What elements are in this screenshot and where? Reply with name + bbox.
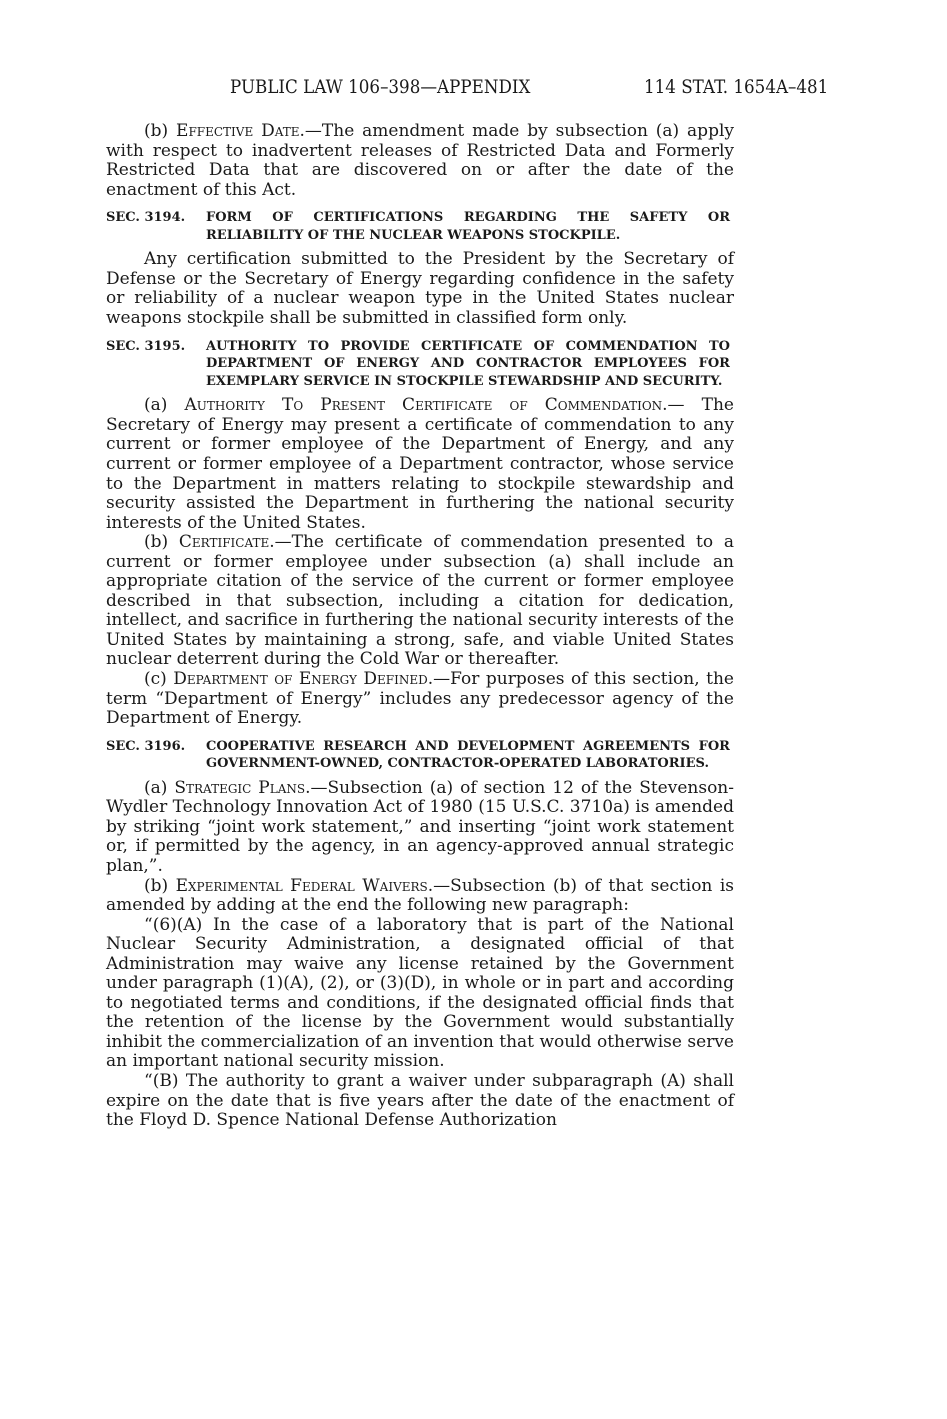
- paragraph-text: .—Subsection (b) of that section is amended by adding at the end the following new paragraph:: [106, 875, 734, 916]
- header-title: PUBLIC LAW 106–398—APPENDIX: [230, 76, 531, 98]
- paragraph-3194-body: Any certification submitted to the President by the Secretary of Defense or the Secretary of Energy regarding confidence in the safety or reliability of a nuclear weapon type in the United States nuclear weapons stockpile shall be submitted in classified form only.: [106, 249, 734, 329]
- paragraph-heading: Experimental Federal Waivers: [175, 875, 428, 896]
- document-page: [106, 72, 829, 1131]
- paragraph-text: .—Subsection (a) of section 12 of the Stevenson-Wydler Technology Innovation Act of 1980 (15 U.S.C. 3710a) is amended by striking “joint work statement,” and inserting “joint work statement or, if permitted by the agency, in an agency-approved annual strategic plan,”.: [106, 777, 734, 877]
- paragraph-heading: Effective Date: [176, 121, 300, 141]
- paragraph-label: (c): [144, 669, 174, 689]
- paragraph-quoted-6b: “(B) The authority to grant a waiver under subparagraph (A) shall expire on the date that is five years after the date of the enactment of the Floyd D. Spence National Defense Authorization: [106, 1071, 734, 1131]
- paragraph-heading: Department of Energy Defined: [173, 669, 428, 689]
- paragraph-quoted-6a: “(6)(A) In the case of a laboratory that is part of the National Nuclear Security Administration, a designated official of that Administration may waive any license retained by the Government under paragraph (1)(A), (2), or (3)(D), in whole or in part and according to negotiated terms and conditions, if the designated official finds that the retention of the license by the Government would substantially inhibit the commercialization of an invention that would otherwise serve an important national security mission.: [106, 914, 734, 1072]
- section-title: AUTHORITY TO PROVIDE CERTIFICATE OF COMMENDATION TO DEPARTMENT OF ENERGY AND CONTRACTOR EMPLOYEES FOR EXEMPLARY SERVICE IN STOCKPILE STEWARDSHIP AND SECURITY.: [206, 338, 730, 389]
- paragraph-label: (b): [144, 121, 177, 141]
- header-page-number: 114 STAT. 1654A–481: [644, 76, 829, 98]
- paragraph-label: (b): [144, 875, 176, 896]
- paragraph-heading: Strategic Plans: [174, 777, 306, 798]
- paragraph-3195-b: [106, 533, 734, 670]
- paragraph-heading: Certificate: [178, 532, 270, 553]
- section-heading-3195: [106, 338, 734, 391]
- section-number: SEC. 3196.: [106, 738, 186, 754]
- paragraph-label: (a): [144, 395, 185, 416]
- paragraph-text: .—For purposes of this section, the term “Department of Energy” includes any predecessor agency of the Department of Energy.: [106, 669, 734, 729]
- section-heading-3196: [106, 738, 734, 773]
- paragraph-label: (b): [144, 532, 179, 553]
- running-header: [106, 72, 829, 106]
- paragraph-text: .—The certificate of commendation presented to a current or former employee under subsection (a) shall include an appropriate citation of the service of the current or former employee described in that subsection, including a citation for dedication, intellect, and sacrifice in furthering the national security interests of the United States by maintaining a strong, safe, and viable United States nuclear deterrent during the Cold War or thereafter.: [106, 532, 734, 670]
- paragraph-3195-c: [106, 670, 734, 729]
- paragraph-text: .—The amendment made by subsection (a) apply with respect to inadvertent releases of Restricted Data and Formerly Restricted Data that are discovered on or after the date of the enactment of this Act.: [106, 121, 734, 200]
- section-number: SEC. 3195.: [106, 338, 186, 354]
- section-title: COOPERATIVE RESEARCH AND DEVELOPMENT AGREEMENTS FOR GOVERNMENT-OWNED, CONTRACTOR-OPERATED LABORATORIES.: [206, 738, 730, 772]
- paragraph-heading: Authority To Present Certificate of Commendation: [184, 395, 663, 416]
- section-number: SEC. 3194.: [106, 210, 186, 226]
- paragraph-effective-date: [106, 122, 734, 200]
- section-title: FORM OF CERTIFICATIONS REGARDING THE SAFETY OR RELIABILITY OF THE NUCLEAR WEAPONS STOCKPILE.: [206, 210, 730, 243]
- paragraph-3196-a: [106, 779, 734, 877]
- paragraph-label: (a): [144, 777, 175, 798]
- paragraph-text: .— The Secretary of Energy may present a certificate of commendation to any current or former employee of the Department of Energy, and any current or former employee of a Department contractor, whose service to the Department in matters relating to stockpile stewardship and security assisted the Department in furthering the national security interests of the United States.: [106, 395, 734, 533]
- paragraph-3196-b: [106, 877, 734, 916]
- section-heading-3194: [106, 209, 734, 244]
- paragraph-3195-a: [106, 396, 734, 533]
